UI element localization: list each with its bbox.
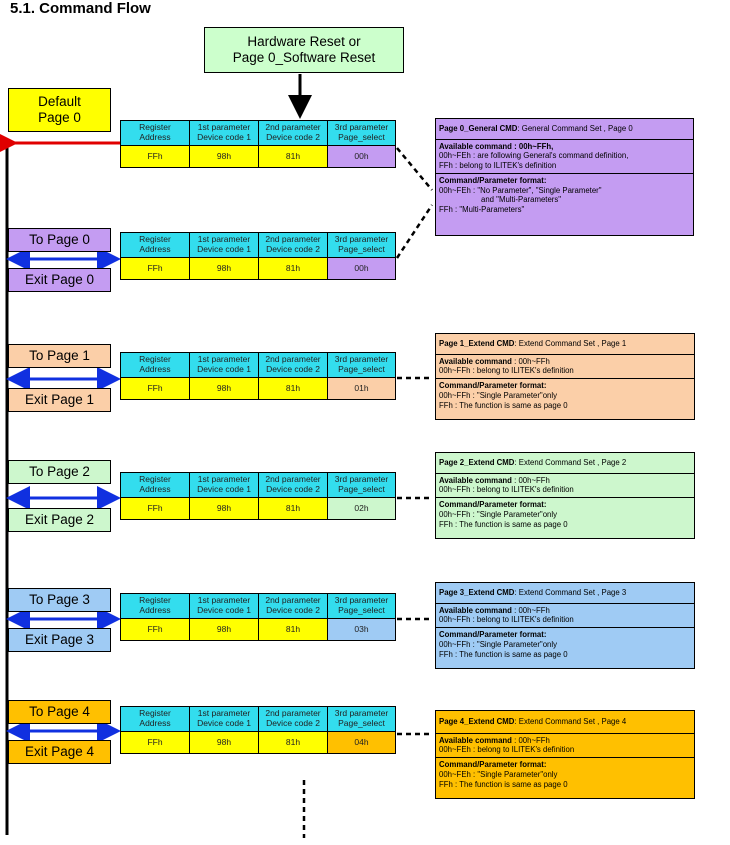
register-value-address: FFh: [120, 257, 190, 280]
register-table-page2: [120, 472, 396, 520]
register-value-address: FFh: [120, 731, 190, 754]
info-available-section: Available command : 00h~FFh 00h~FFh : belong to ILITEK's definition: [436, 473, 694, 497]
default-box-line1: Default: [38, 94, 81, 110]
exit-page2-box: Exit Page 2: [8, 508, 111, 532]
register-value-page-select: 00h: [327, 145, 396, 168]
register-table-page1: [120, 352, 396, 400]
exit-page0-box: Exit Page 0: [8, 268, 111, 292]
to-page3-box: To Page 3: [8, 588, 111, 612]
register-header-param1: 1st parameter Device code 1: [189, 472, 259, 498]
info-panel-page2: [435, 452, 695, 539]
register-value-param1: 98h: [189, 618, 259, 641]
register-header-address: Register Address: [120, 232, 190, 258]
page0-dotted-link-b: [397, 205, 432, 258]
exit-page4-box: Exit Page 4: [8, 740, 111, 764]
register-header-param1: 1st parameter Device code 1: [189, 120, 259, 146]
page0-dotted-link-a: [397, 148, 432, 190]
register-value-address: FFh: [120, 497, 190, 520]
register-value-param1: 98h: [189, 257, 259, 280]
info-panel-title: Page 2_Extend CMD: Extend Command Set , Page 2: [439, 458, 627, 467]
default-box-line2: Page 0: [38, 110, 81, 125]
register-header-address: Register Address: [120, 120, 190, 146]
register-header-address: Register Address: [120, 352, 190, 378]
info-format-section: Command/Parameter format: 00h~FEh : "No Parameter", "Single Parameter" and "Multi-Parameters" FFh : "Multi-Parameters": [436, 173, 693, 217]
register-value-param1: 98h: [189, 145, 259, 168]
info-panel-page3: [435, 582, 695, 669]
register-table-page3: [120, 593, 396, 641]
register-header-param1: 1st parameter Device code 1: [189, 706, 259, 732]
register-header-param3: 3rd parameter Page_select: [327, 352, 396, 378]
info-panel-title: Page 1_Extend CMD: Extend Command Set , Page 1: [439, 339, 627, 348]
register-header-param2: 2nd parameter Device code 2: [258, 232, 328, 258]
register-header-param1: 1st parameter Device code 1: [189, 352, 259, 378]
info-panel-title: Page 3_Extend CMD: Extend Command Set , Page 3: [439, 588, 627, 597]
to-page1-box: To Page 1: [8, 344, 111, 368]
register-header-param3: 3rd parameter Page_select: [327, 593, 396, 619]
register-header-param2: 2nd parameter Device code 2: [258, 706, 328, 732]
to-page2-box: To Page 2: [8, 460, 111, 484]
info-format-section: Command/Parameter format: 00h~FEh : "Single Parameter"only FFh : The function is same as page 0: [436, 757, 694, 791]
register-value-param2: 81h: [258, 257, 328, 280]
register-table-page0: [120, 232, 396, 280]
register-header-address: Register Address: [120, 706, 190, 732]
to-page4-box: To Page 4: [8, 700, 111, 724]
register-value-page-select: 00h: [327, 257, 396, 280]
reset-box-line2: Page 0_Software Reset: [232, 50, 376, 65]
register-header-param2: 2nd parameter Device code 2: [258, 472, 328, 498]
register-header-param3: 3rd parameter Page_select: [327, 232, 396, 258]
info-panel-page4: [435, 710, 695, 799]
to-page0-box: To Page 0: [8, 228, 111, 252]
register-header-address: Register Address: [120, 593, 190, 619]
register-value-param2: 81h: [258, 731, 328, 754]
register-header-param2: 2nd parameter Device code 2: [258, 352, 328, 378]
register-value-page-select: 04h: [327, 731, 396, 754]
info-panel-title: Page 4_Extend CMD: Extend Command Set , Page 4: [439, 717, 627, 726]
default-page-box: [8, 88, 111, 132]
register-value-param1: 98h: [189, 731, 259, 754]
register-table-default: [120, 120, 396, 168]
reset-box-line1: Hardware Reset or: [247, 34, 361, 50]
info-format-section: Command/Parameter format: 00h~FFh : "Single Parameter"only FFh : The function is same as page 0: [436, 497, 694, 531]
register-header-param2: 2nd parameter Device code 2: [258, 593, 328, 619]
info-available-section: Available command : 00h~FFh 00h~FEh : belong to ILITEK's definition: [436, 733, 694, 757]
register-value-param2: 81h: [258, 145, 328, 168]
register-value-param2: 81h: [258, 497, 328, 520]
register-header-param1: 1st parameter Device code 1: [189, 593, 259, 619]
info-format-section: Command/Parameter format: 00h~FFh : "Single Parameter"only FFh : The function is same as page 0: [436, 627, 694, 661]
register-table-page4: [120, 706, 396, 754]
info-available-section: Available command : 00h~FFh, 00h~FEh : are following General's command definition, FFh : belong to ILITEK's definition: [436, 139, 693, 173]
exit-page1-box: Exit Page 1: [8, 388, 111, 412]
register-header-param1: 1st parameter Device code 1: [189, 232, 259, 258]
reset-box: [204, 27, 404, 73]
register-value-page-select: 01h: [327, 377, 396, 400]
page-title: 5.1. Command Flow: [10, 0, 151, 17]
register-value-param2: 81h: [258, 377, 328, 400]
register-value-page-select: 02h: [327, 497, 396, 520]
register-header-param3: 3rd parameter Page_select: [327, 472, 396, 498]
info-available-section: Available command : 00h~FFh 00h~FFh : belong to ILITEK's definition: [436, 354, 694, 378]
info-panel-title: Page 0_General CMD: General Command Set , Page 0: [439, 124, 633, 133]
register-value-param2: 81h: [258, 618, 328, 641]
register-value-param1: 98h: [189, 377, 259, 400]
register-value-address: FFh: [120, 618, 190, 641]
register-value-page-select: 03h: [327, 618, 396, 641]
register-value-param1: 98h: [189, 497, 259, 520]
exit-page3-box: Exit Page 3: [8, 628, 111, 652]
info-available-section: Available command : 00h~FFh 00h~FFh : belong to ILITEK's definition: [436, 603, 694, 627]
register-header-address: Register Address: [120, 472, 190, 498]
info-panel-page1: [435, 333, 695, 420]
register-value-address: FFh: [120, 377, 190, 400]
register-header-param3: 3rd parameter Page_select: [327, 120, 396, 146]
register-header-param2: 2nd parameter Device code 2: [258, 120, 328, 146]
info-format-section: Command/Parameter format: 00h~FFh : "Single Parameter"only FFh : The function is same as page 0: [436, 378, 694, 412]
info-panel-page0: [435, 118, 694, 236]
register-header-param3: 3rd parameter Page_select: [327, 706, 396, 732]
register-value-address: FFh: [120, 145, 190, 168]
